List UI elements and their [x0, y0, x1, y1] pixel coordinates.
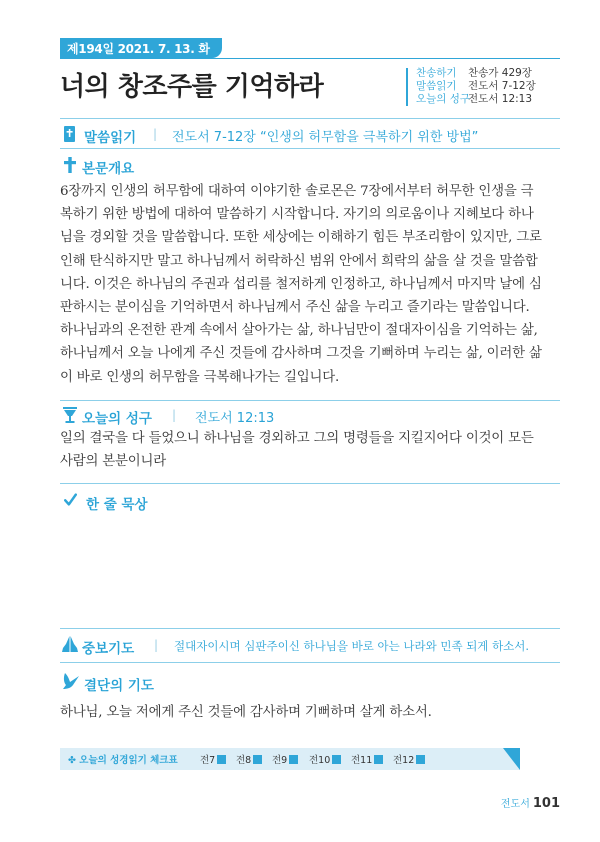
intercession-separator: | — [154, 638, 159, 652]
meditation-title: 한 줄 묵상 — [86, 497, 148, 513]
intercession-title: 중보기도 — [82, 641, 135, 657]
chalice-icon — [62, 407, 78, 423]
date-label: 제194일 2021. 7. 13. 화 — [67, 42, 210, 56]
date-strip — [60, 38, 222, 58]
hymn-value: 찬송가 429장 — [468, 67, 532, 79]
summary-line: 하나님과의 온전한 관계 속에서 살아가는 삶, 하나님만이 절대자이심을 기억하는 삶, — [60, 323, 538, 339]
summary-line: 하나님께서 오늘 나에게 주신 것들에 감사하며 그것을 기뻐하며 누리는 삶, 이러한 삶 — [60, 346, 542, 362]
checklist-item-label: 전9 — [272, 755, 288, 766]
checklist-item-label: 전11 — [351, 755, 373, 766]
verse-label: 오늘의 성구 — [416, 93, 471, 105]
reading-value: 전도서 7-12장 — [468, 80, 536, 92]
verse-title: 오늘의 성구 — [82, 411, 152, 427]
praying-hands-icon — [62, 636, 78, 652]
summary-title: 본문개요 — [82, 161, 135, 177]
rule-verse-top — [60, 400, 560, 401]
hymn-label: 찬송하기 — [416, 67, 457, 79]
checkbox[interactable] — [253, 755, 262, 764]
checklist-item-label: 전7 — [200, 755, 216, 766]
verse-body — [60, 427, 560, 473]
info-divider — [406, 68, 408, 106]
checkbox[interactable] — [416, 755, 425, 764]
reading-separator: | — [153, 127, 158, 141]
rule-reading-top — [60, 118, 560, 119]
rule-meditation-top — [60, 483, 560, 484]
summary-line: 님을 경외할 것을 말씀합니다. 또한 세상에는 이해하기 힘든 부조리함이 있지만, 그로 — [60, 230, 542, 246]
dove-icon — [62, 672, 80, 690]
hymn-info — [416, 67, 532, 80]
summary-body — [60, 180, 560, 389]
summary-line: 이 바로 인생의 허무함을 극복해나가는 길입니다. — [60, 369, 340, 385]
checkbox[interactable] — [217, 755, 226, 764]
checklist-item-label: 전8 — [236, 755, 252, 766]
checklist-item[interactable] — [200, 752, 226, 766]
cross-icon — [62, 157, 78, 173]
summary-line: 6장까지 인생의 허무함에 대하여 이야기한 솔로몬은 7장에서부터 허무한 인생을 극 — [60, 184, 534, 199]
rule-intercession-top — [60, 628, 560, 629]
checkbox[interactable] — [289, 755, 298, 764]
summary-line: 판하시는 분이심을 기억하면서 하나님께서 주신 삶을 누리고 즐기라는 말씀입니다. — [60, 300, 530, 316]
checklist-title — [68, 752, 178, 766]
verse-line: 사람의 본분이니라 — [60, 454, 166, 470]
reading-title: 말씀읽기 — [84, 130, 137, 146]
checklist-star-icon: ✤ — [68, 755, 76, 766]
summary-line: 니다. 이것은 하나님의 주권과 섭리를 철저하게 인정하고, 하나님께서 마지막 날에 심 — [60, 276, 542, 292]
checklist-item-label: 전12 — [393, 755, 415, 766]
checklist-item[interactable] — [393, 752, 425, 766]
reading-subtitle: 전도서 7-12장 “인생의 허무함을 극복하기 위한 방법” — [172, 130, 479, 145]
summary-line: 복하기 위한 방법에 대하여 말씀하기 시작합니다. 자기의 의로움이나 지혜보다 하나 — [60, 207, 534, 223]
intercession-text: 절대자이시며 심판주이신 하나님을 바로 아는 나라와 민족 되게 하소서. — [174, 639, 530, 653]
verse-ref: 전도서 12:13 — [195, 411, 275, 426]
bible-icon — [62, 126, 78, 142]
verse-info — [416, 93, 532, 106]
checklist-item[interactable] — [236, 752, 262, 766]
resolution-title: 결단의 기도 — [84, 678, 154, 694]
page-title: 너의 창조주를 기억하라 — [60, 72, 324, 102]
resolution-text: 하나님, 오늘 저에게 주신 것들에 감사하며 기뻐하며 살게 하소서. — [60, 705, 432, 720]
checkbox[interactable] — [332, 755, 341, 764]
checkbox[interactable] — [374, 755, 383, 764]
footer-book: 전도서 — [500, 799, 530, 810]
header-divider — [60, 58, 560, 59]
verse-value: 전도서 12:13 — [468, 93, 533, 105]
checklist-item[interactable] — [272, 752, 298, 766]
checklist-item-label: 전10 — [309, 755, 331, 766]
checklist-item[interactable] — [309, 752, 341, 766]
check-icon — [64, 493, 77, 506]
verse-line: 일의 결국을 다 들었으니 하나님을 경외하고 그의 명령들을 지킬지어다 이것이 모든 — [60, 431, 534, 446]
page-number: 101 — [532, 796, 560, 811]
verse-separator: | — [172, 408, 177, 422]
reading-info — [416, 80, 536, 93]
checklist-item[interactable] — [351, 752, 383, 766]
rule-reading-bottom — [60, 148, 560, 149]
rule-intercession-bottom — [60, 662, 560, 663]
checklist-corner — [503, 748, 520, 770]
page-footer — [501, 795, 560, 811]
checklist-title-text: 오늘의 성경읽기 체크표 — [79, 755, 178, 766]
summary-line: 인해 탄식하지만 말고 하나님께서 허락하신 범위 안에서 희락의 삶을 살 것을 말씀합 — [60, 253, 538, 269]
reading-label: 말씀읽기 — [416, 80, 457, 92]
